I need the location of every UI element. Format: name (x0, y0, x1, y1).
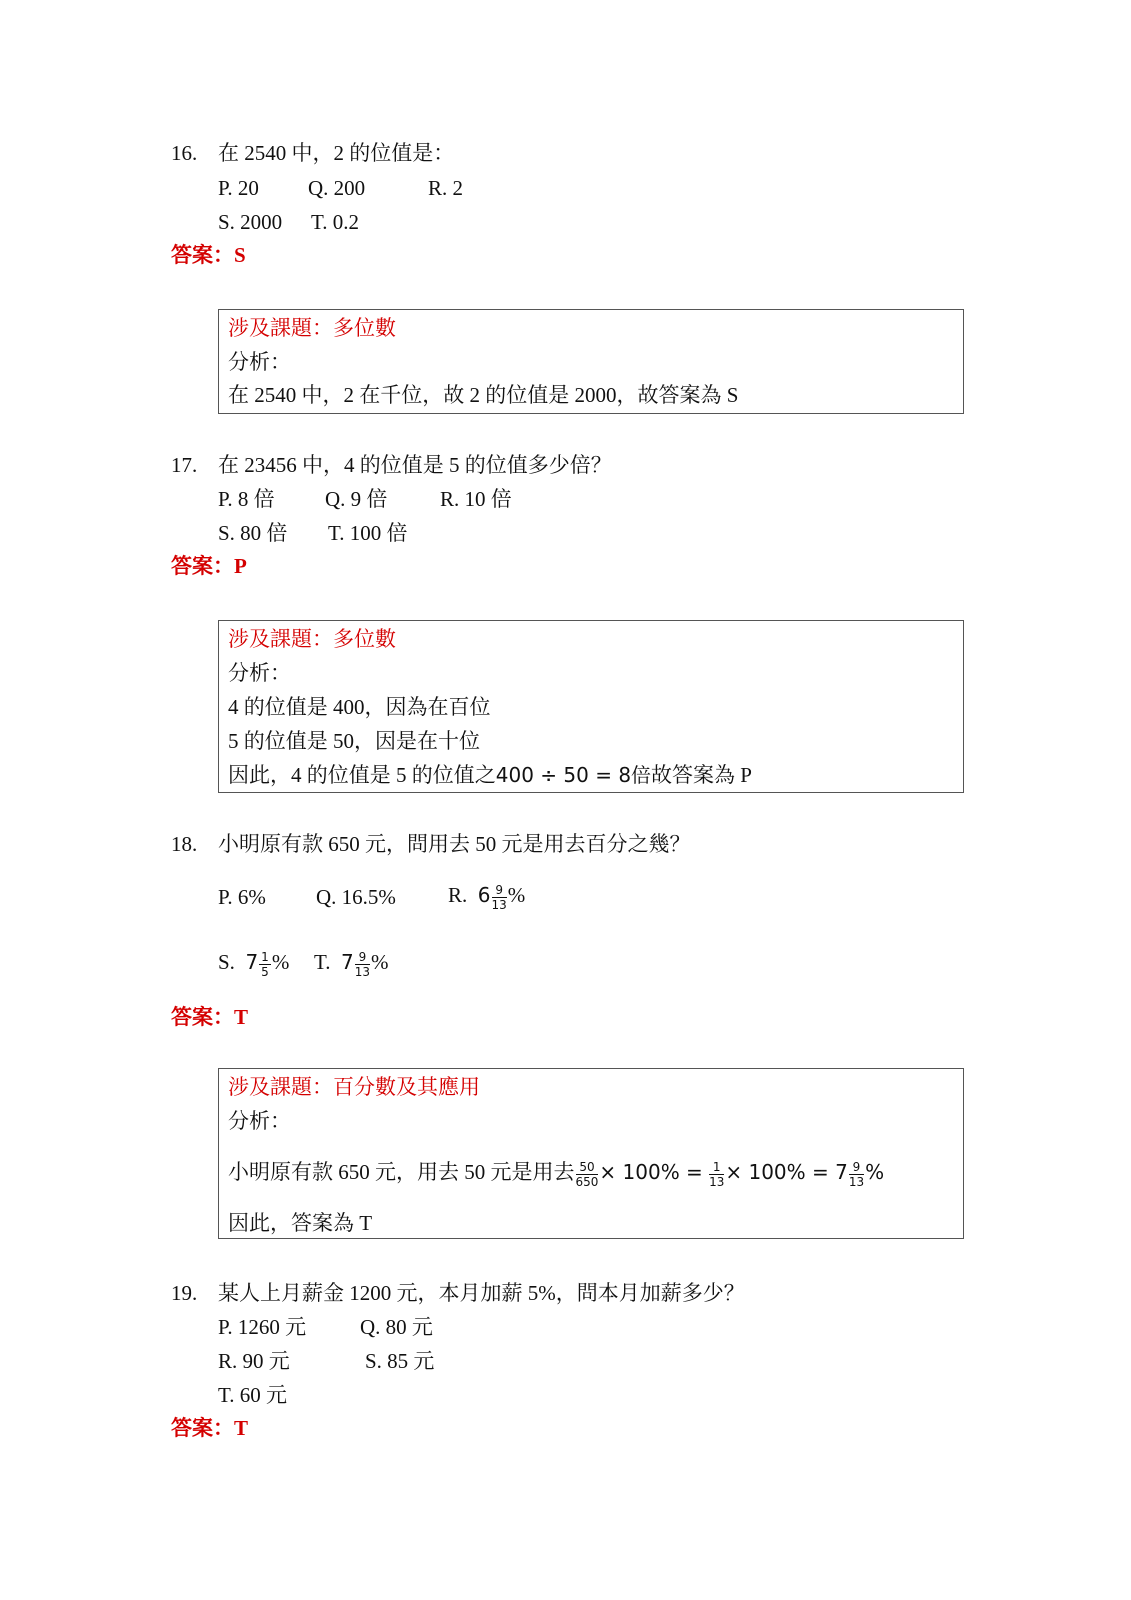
fraction-denominator: 13 (848, 1174, 865, 1189)
analysis-line-text: 因此，4 的位值是 5 的位值之 (228, 763, 496, 787)
question-17-option-t: T. 100 倍 (328, 521, 408, 545)
question-17-option-q: Q. 9 倍 (325, 487, 388, 511)
analysis-line: 因此，答案為 T (228, 1211, 373, 1235)
analysis-line-text: 小明原有款 650 元，用去 50 元是用去 (228, 1160, 575, 1184)
question-17-option-r: R. 10 倍 (440, 487, 512, 511)
option-whole: 6 (477, 883, 491, 907)
analysis-equation: 400 ÷ 50 = 8倍 (495, 763, 652, 787)
question-19-option-t: T. 60 元 (218, 1383, 288, 1407)
analysis-heading: 分析： (228, 661, 291, 685)
percent-sign: % (865, 1160, 885, 1184)
question-19-option-q: Q. 80 元 (360, 1315, 433, 1339)
analysis-heading: 分析： (228, 1109, 291, 1133)
analysis-line (228, 765, 752, 786)
question-19-option-r: R. 90 元 (218, 1349, 290, 1373)
analysis-times-100: × 100% = (599, 1160, 703, 1184)
percent-sign: % (271, 950, 290, 974)
option-fraction (355, 951, 370, 978)
analysis-times-100-result: × 100% = 7 (725, 1160, 848, 1184)
option-fraction (492, 884, 507, 911)
analysis-heading: 分析： (228, 350, 291, 374)
analysis-topic: 涉及課題：多位數 (228, 627, 396, 651)
analysis-topic: 涉及課題：多位數 (228, 316, 396, 340)
question-19-stem: 某人上月薪金 1200 元，本月加薪 5%，問本月加薪多少？ (218, 1281, 745, 1305)
fraction-numerator: 9 (355, 951, 370, 965)
option-whole: 7 (341, 950, 354, 974)
option-fraction (259, 951, 271, 978)
fraction-numerator: 9 (492, 884, 507, 898)
percent-sign: % (507, 883, 526, 907)
question-18-analysis-box (218, 1068, 964, 1239)
question-19-answer: 答案：T (171, 1416, 249, 1440)
option-whole: 7 (245, 950, 259, 974)
question-17-answer: 答案：P (171, 554, 247, 578)
question-17-number: 17. (171, 453, 198, 477)
question-18-option-s (218, 940, 289, 984)
analysis-fraction (709, 1161, 724, 1188)
analysis-topic: 涉及課題：百分數及其應用 (228, 1075, 480, 1099)
question-16-analysis-box (218, 309, 964, 414)
question-16-answer: 答案：S (171, 243, 246, 267)
fraction-numerator: 50 (576, 1161, 599, 1175)
question-19-option-p: P. 1260 元 (218, 1315, 307, 1339)
question-19-number: 19. (171, 1281, 198, 1305)
question-16-option-q: Q. 200 (308, 176, 366, 200)
question-17-option-p: P. 8 倍 (218, 487, 275, 511)
fraction-numerator: 1 (709, 1161, 724, 1175)
option-label: T. (314, 950, 331, 974)
question-18-stem: 小明原有款 650 元，問用去 50 元是用去百分之幾？ (218, 832, 691, 856)
question-18-answer: 答案：T (171, 1005, 249, 1029)
question-18-option-r (448, 873, 525, 917)
question-16-stem: 在 2540 中，2 的位值是： (218, 141, 455, 165)
question-19-option-s: S. 85 元 (365, 1349, 435, 1373)
question-16-number: 16. (171, 141, 198, 165)
analysis-line: 5 的位值是 50，因是在十位 (228, 729, 480, 753)
question-16-option-s: S. 2000 (218, 210, 283, 234)
option-label: R. (448, 883, 468, 907)
question-18-option-t (314, 940, 389, 984)
question-16-option-p: P. 20 (218, 176, 259, 200)
fraction-denominator: 650 (575, 1174, 599, 1189)
question-16-option-r: R. 2 (428, 176, 464, 200)
fraction-denominator: 13 (354, 964, 371, 979)
question-17-option-s: S. 80 倍 (218, 521, 288, 545)
question-18-number: 18. (171, 832, 198, 856)
analysis-line: 4 的位值是 400，因為在百位 (228, 695, 491, 719)
question-16-option-t: T. 0.2 (311, 210, 360, 234)
fraction-numerator: 9 (849, 1161, 864, 1175)
question-18-option-p: P. 6% (218, 885, 266, 909)
analysis-fraction (849, 1161, 864, 1188)
fraction-denominator: 13 (709, 1174, 725, 1189)
fraction-numerator: 1 (261, 949, 269, 964)
analysis-fraction (576, 1161, 599, 1188)
analysis-line: 在 2540 中，2 在千位，故 2 的位值是 2000，故答案為 S (228, 383, 739, 407)
fraction-denominator: 5 (261, 964, 269, 979)
analysis-conclusion: 故答案為 P (651, 763, 752, 787)
percent-sign: % (371, 950, 389, 974)
fraction-denominator: 13 (491, 897, 507, 912)
question-17-stem: 在 23456 中，4 的位值是 5 的位值多少倍？ (218, 453, 612, 477)
option-label: S. (218, 950, 235, 974)
question-18-option-q: Q. 16.5% (316, 885, 396, 909)
analysis-line (228, 1149, 884, 1195)
question-17-analysis-box (218, 620, 964, 793)
